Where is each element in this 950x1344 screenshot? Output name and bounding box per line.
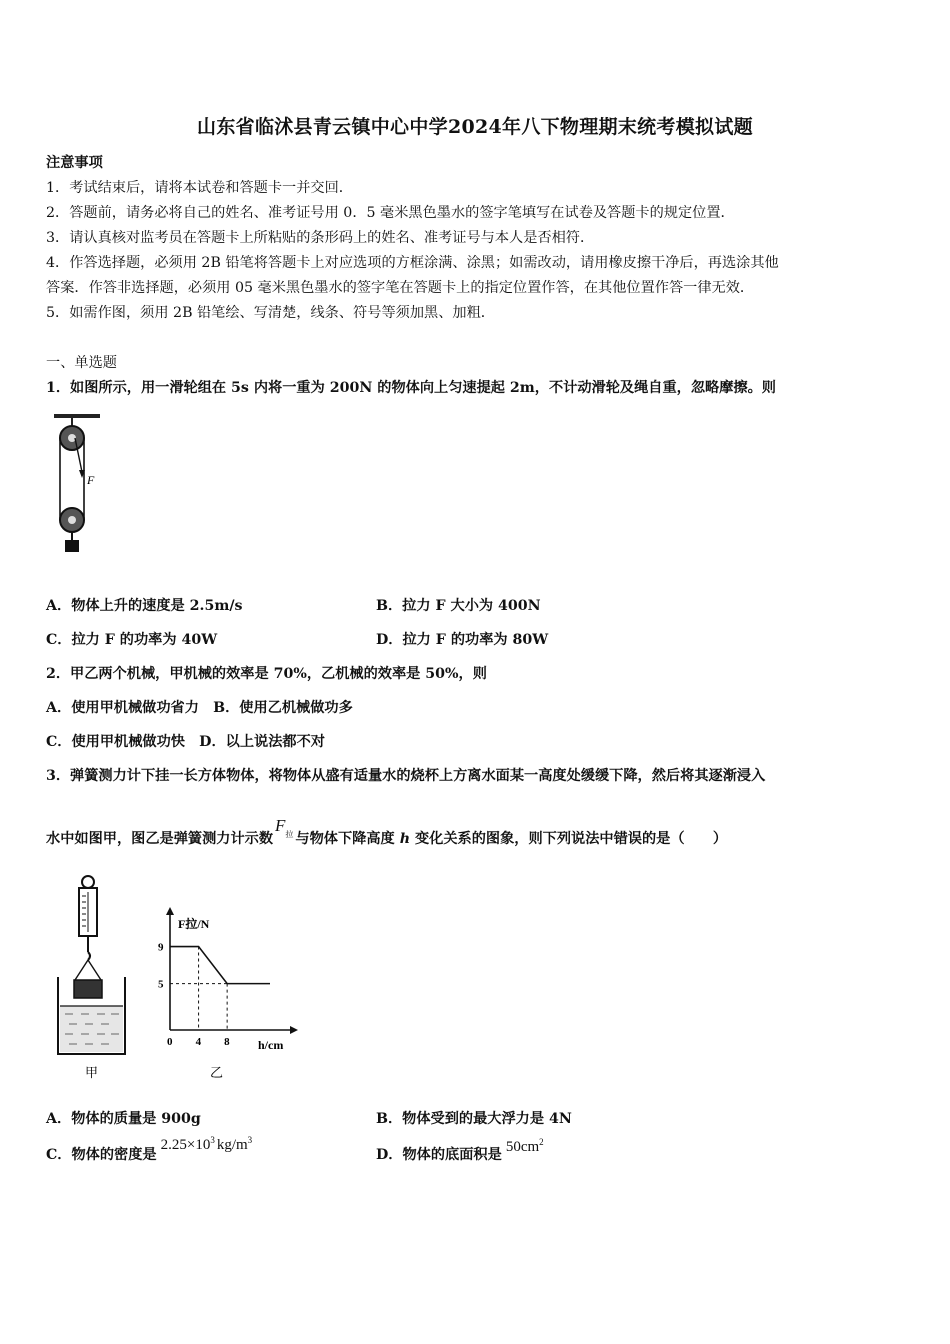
- notice-heading: 注意事项: [46, 155, 103, 171]
- q3-stem-line1: 3．弹簧测力计下挂一长方体物体，将物体从盛有适量水的烧杯上方离水面某一高度处缓缓下降，然后将其逐渐浸入: [46, 768, 766, 784]
- x-tick-label: 0: [167, 1036, 173, 1048]
- x-tick-label: 8: [224, 1036, 230, 1048]
- q1-option-d: D．拉力 F 的功率为 80W: [376, 632, 549, 648]
- x-axis-arrow: [290, 1026, 298, 1034]
- q3-option-a: A．物体的质量是 900g: [46, 1111, 201, 1127]
- y-axis-arrow: [166, 907, 174, 915]
- q3-option-c: C．物体的密度是$2.25\times 10^3$ $kg/m^3$: [46, 1135, 253, 1163]
- q1-option-c: C．拉力 F 的功率为 40W: [46, 632, 218, 648]
- y-tick-label: 9: [158, 941, 164, 954]
- notice-item-3: 3．请认真核对监考员在答题卡上所粘贴的条形码上的姓名、准考证号与本人是否相符．: [46, 230, 595, 246]
- x-tick-label: 4: [195, 1036, 202, 1048]
- pulley-figure: [50, 412, 110, 557]
- notice-item-4-cont: 答案．作答非选择题，必须用 05 毫米黑色墨水的签字笔在答题卡上的指定位置作答，在其他位置作答一律无效．: [46, 280, 755, 296]
- density-value: $2.25\times 10^3$ $kg/m^3$: [160, 1135, 253, 1153]
- fh-graph: [150, 905, 300, 1083]
- block-object: [74, 980, 102, 998]
- series-line: [170, 947, 270, 984]
- f-symbol: F: [275, 816, 286, 835]
- notice-item-1: 1．考试结束后，请将本试卷和答题卡一并交回．: [46, 180, 353, 196]
- q1-option-a: A．物体上升的速度是 2.5m/s: [46, 598, 243, 614]
- q2-stem: 2．甲乙两个机械，甲机械的效率是 70%，乙机械的效率是 50%，则: [46, 666, 487, 682]
- ceiling-bar: [54, 414, 100, 418]
- y-axis-label: F拉/N: [178, 917, 210, 931]
- q3-option-d: D．物体的底面积是 $50cm^2$: [376, 1137, 544, 1163]
- notice-item-4: 4．作答选择题，必须用 2B 铅笔将答题卡上对应选项的方框涂满、涂黑；如需改动，请用橡皮擦干净后，再选涂其他: [46, 255, 779, 271]
- notice-item-5: 5．如需作图，须用 2B 铅笔绘、写清楚，线条、符号等须加黑、加粗．: [46, 305, 495, 321]
- force-label: F: [87, 473, 95, 487]
- q1-option-b: B．拉力 F 大小为 400N: [376, 598, 541, 614]
- q3-stem-line2: 水中如图甲，图乙是弹簧测力计示数$F^拉$ 与物体下降高度 h 变化关系的图象，则下列说法中错误的是（ ）: [46, 816, 728, 847]
- area-value: $50cm^2$: [505, 1137, 544, 1155]
- q3-option-b: B．物体受到的最大浮力是 4N: [376, 1111, 572, 1127]
- x-axis-label: h/cm: [258, 1038, 284, 1052]
- label-jia: 甲: [85, 1065, 99, 1080]
- load-weight: [65, 540, 79, 552]
- page-title: 山东省临沭县青云镇中心中学2024年八下物理期末统考模拟试题: [197, 116, 753, 138]
- scale-ring: [82, 876, 94, 888]
- q2-options-row1: A．使用甲机械做功省力 B．使用乙机械做功多: [46, 700, 353, 716]
- notice-item-2: 2．答题前，请务必将自己的姓名、准考证号用 0．5 毫米黑色墨水的签字笔填写在试卷及答题卡的规定位置．: [46, 205, 735, 221]
- q2-options-row2: C．使用甲机械做功快 D．以上说法都不对: [46, 734, 325, 750]
- figure-jia: [55, 872, 135, 1082]
- y-tick-label: 5: [158, 978, 164, 991]
- f-subscript: 拉: [285, 830, 294, 839]
- section-heading: 一、单选题: [46, 355, 117, 371]
- label-yi: 乙: [210, 1065, 224, 1080]
- h-symbol: h: [399, 831, 411, 847]
- q1-stem: 1．如图所示，用一滑轮组在 5s 内将一重为 200N 的物体向上匀速提起 2m，不计动滑轮及绳自重，忽略摩擦。则: [46, 380, 776, 396]
